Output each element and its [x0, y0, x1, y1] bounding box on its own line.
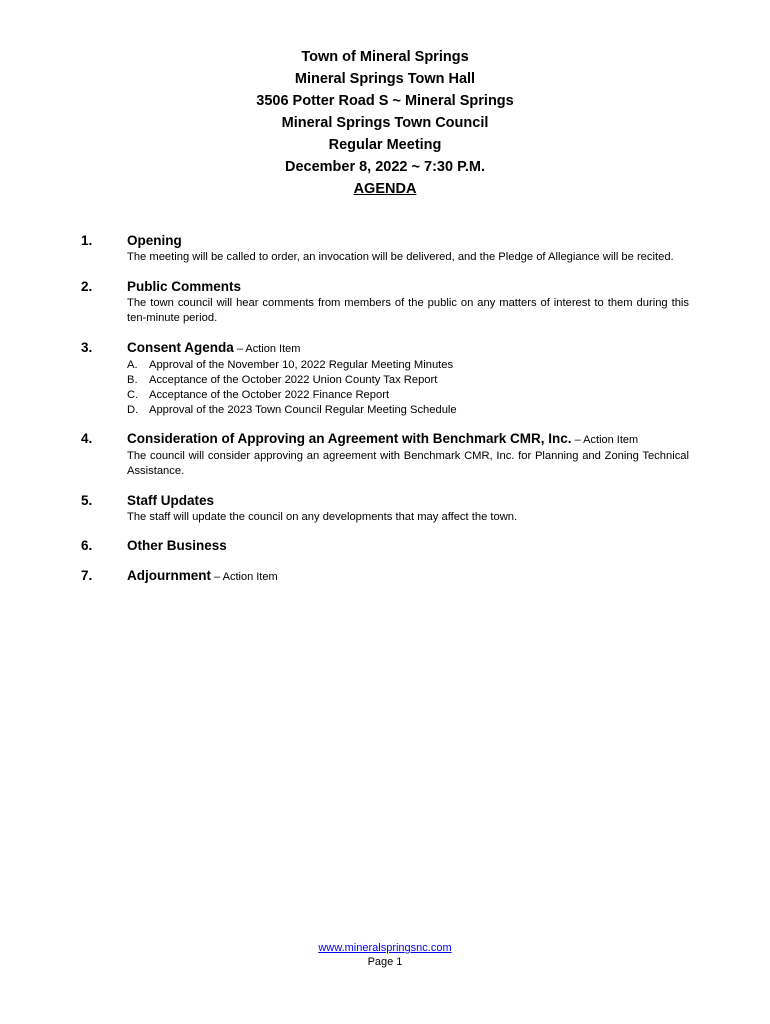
- venue-address: 3506 Potter Road S ~ Mineral Springs: [256, 93, 514, 109]
- item-number: 7.: [81, 568, 93, 583]
- council-name: Mineral Springs Town Council: [281, 115, 489, 131]
- agenda-header: [0, 46, 770, 200]
- agenda-item-staff-updates: [0, 492, 770, 526]
- sub-item-letter: D.: [127, 403, 139, 416]
- item-number: 5.: [81, 492, 93, 508]
- agenda-item-adjournment: [0, 567, 770, 586]
- agenda-item-benchmark-agreement: [0, 430, 770, 480]
- item-title: Adjournment: [127, 568, 211, 583]
- agenda-item-opening: [0, 232, 770, 266]
- item-title: Opening: [127, 233, 182, 248]
- item-number: 3.: [81, 339, 93, 355]
- action-item-tag: – Action Item: [571, 433, 639, 446]
- item-description: The meeting will be called to order, an invocation will be delivered, and the Pledge of Allegiance will be recited.: [127, 251, 674, 263]
- agenda-item-consent-agenda: [0, 339, 770, 418]
- item-title: Consideration of Approving an Agreement with Benchmark CMR, Inc.: [127, 430, 572, 446]
- meeting-datetime: December 8, 2022 ~ 7:30 P.M.: [284, 159, 486, 175]
- item-description: The staff will update the council on any developments that may affect the town.: [127, 510, 518, 523]
- item-title: Other Business: [127, 538, 227, 553]
- sub-item-text: Approval of the 2023 Town Council Regular Meeting Schedule: [149, 403, 457, 416]
- sub-item: [127, 403, 689, 418]
- venue-name: Mineral Springs Town Hall: [294, 71, 476, 87]
- item-description: The town council will hear comments from members of the public on any matters of interest to them during this ten-minute period.: [127, 296, 689, 324]
- sub-item-text: Acceptance of the October 2022 Union County Tax Report: [149, 373, 438, 386]
- action-item-tag: – Action Item: [211, 571, 278, 583]
- meeting-type: Regular Meeting: [328, 137, 442, 153]
- item-number: 2.: [81, 278, 93, 294]
- sub-item-text: Approval of the November 10, 2022 Regular Meeting Minutes: [149, 358, 454, 371]
- agenda-item-other-business: [0, 537, 770, 555]
- sub-item-letter: A.: [127, 358, 138, 371]
- sub-item: [127, 373, 689, 388]
- sub-item-letter: C.: [127, 388, 139, 401]
- item-number: 1.: [81, 233, 93, 248]
- agenda-item-public-comments: [0, 278, 770, 327]
- page-footer: [0, 941, 770, 969]
- item-title: Public Comments: [127, 278, 242, 294]
- item-number: 6.: [81, 538, 93, 553]
- item-number: 4.: [81, 430, 93, 446]
- item-title: Consent Agenda: [127, 339, 234, 355]
- sub-item: [127, 358, 689, 373]
- sub-item: [127, 388, 689, 403]
- page-number: Page 1: [367, 956, 403, 968]
- town-name: Town of Mineral Springs: [301, 49, 469, 65]
- sub-item-text: Acceptance of the October 2022 Finance Report: [149, 388, 390, 401]
- agenda-title: AGENDA: [353, 181, 417, 197]
- item-description: The council will consider approving an agreement with Benchmark CMR, Inc. for Planning and Zoning Technical Assistance.: [127, 449, 689, 477]
- agenda-list: [0, 232, 770, 598]
- consent-sub-list: [127, 358, 689, 418]
- action-item-tag: – Action Item: [233, 342, 301, 355]
- item-title: Staff Updates: [127, 492, 215, 508]
- sub-item-letter: B.: [127, 373, 138, 386]
- website-link[interactable]: www.mineralspringsnc.com: [318, 942, 452, 954]
